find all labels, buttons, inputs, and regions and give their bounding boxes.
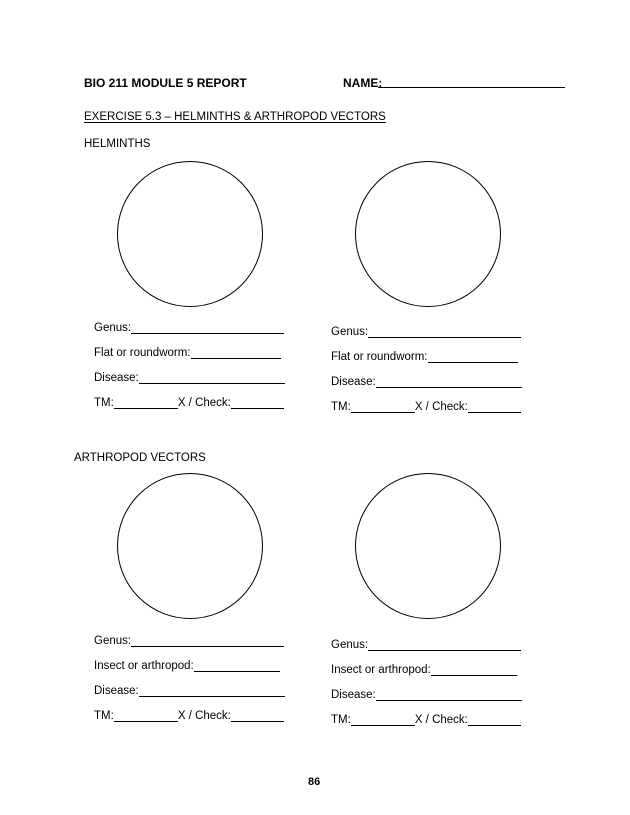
- disease-blank[interactable]: [139, 371, 285, 384]
- genus-blank[interactable]: [368, 638, 521, 651]
- tm-label: TM:: [331, 714, 351, 726]
- name-field[interactable]: [378, 87, 565, 88]
- genus-label: Genus:: [331, 639, 369, 651]
- tm-blank[interactable]: [114, 396, 178, 409]
- disease-field[interactable]: [331, 372, 522, 388]
- genus-label: Genus:: [94, 635, 132, 647]
- tm-label: TM:: [331, 401, 351, 413]
- arthropod-type-label: Insect or arthropod:: [331, 664, 431, 676]
- genus-label: Genus:: [94, 322, 132, 334]
- arthropod-type-blank[interactable]: [431, 663, 517, 676]
- disease-field[interactable]: [94, 368, 285, 384]
- genus-blank[interactable]: [131, 634, 284, 647]
- tm-check-field[interactable]: [94, 393, 284, 409]
- section-title-arthropod-vectors: ARTHROPOD VECTORS: [74, 452, 206, 464]
- arthropod-type-field[interactable]: [331, 660, 517, 676]
- arthropod-type-blank[interactable]: [194, 659, 280, 672]
- tm-check-field[interactable]: [94, 706, 284, 722]
- disease-blank[interactable]: [376, 688, 522, 701]
- worm-type-field[interactable]: [94, 343, 281, 359]
- arthropod-type-label: Insect or arthropod:: [94, 660, 194, 672]
- disease-label: Disease:: [331, 376, 376, 388]
- exercise-title: EXERCISE 5.3 – HELMINTHS & ARTHROPOD VECTORS: [84, 111, 386, 123]
- tm-blank[interactable]: [351, 713, 415, 726]
- name-label: NAME:: [343, 76, 383, 90]
- check-blank[interactable]: [468, 713, 521, 726]
- tm-label: TM:: [94, 710, 114, 722]
- genus-blank[interactable]: [368, 325, 521, 338]
- disease-blank[interactable]: [376, 375, 522, 388]
- genus-field[interactable]: [331, 635, 521, 651]
- tm-blank[interactable]: [351, 400, 415, 413]
- worm-type-blank[interactable]: [191, 346, 281, 359]
- tm-label: TM:: [94, 397, 114, 409]
- check-label: X / Check:: [177, 710, 231, 722]
- tm-check-field[interactable]: [331, 397, 521, 413]
- disease-field[interactable]: [331, 685, 522, 701]
- check-blank[interactable]: [468, 400, 521, 413]
- genus-field[interactable]: [94, 318, 284, 334]
- tm-blank[interactable]: [114, 709, 178, 722]
- check-blank[interactable]: [231, 396, 284, 409]
- genus-label: Genus:: [331, 326, 369, 338]
- arthropod-type-field[interactable]: [94, 656, 280, 672]
- check-label: X / Check:: [414, 714, 468, 726]
- genus-field[interactable]: [94, 631, 284, 647]
- worm-type-blank[interactable]: [428, 350, 518, 363]
- course-title: BIO 211 MODULE 5 REPORT: [84, 76, 247, 90]
- genus-blank[interactable]: [131, 321, 284, 334]
- tm-check-field[interactable]: [331, 710, 521, 726]
- drawing-circle[interactable]: [117, 161, 263, 307]
- section-title-helminths: HELMINTHS: [84, 138, 151, 150]
- drawing-circle[interactable]: [355, 161, 501, 307]
- worm-type-label: Flat or roundworm:: [94, 347, 191, 359]
- drawing-circle[interactable]: [117, 473, 263, 619]
- check-blank[interactable]: [231, 709, 284, 722]
- page-number: 86: [308, 776, 321, 788]
- check-label: X / Check:: [177, 397, 231, 409]
- drawing-circle[interactable]: [355, 473, 501, 619]
- disease-label: Disease:: [94, 685, 139, 697]
- worm-type-field[interactable]: [331, 347, 518, 363]
- worm-type-label: Flat or roundworm:: [331, 351, 428, 363]
- disease-field[interactable]: [94, 681, 285, 697]
- disease-label: Disease:: [331, 689, 376, 701]
- genus-field[interactable]: [331, 322, 521, 338]
- disease-blank[interactable]: [139, 684, 285, 697]
- check-label: X / Check:: [414, 401, 468, 413]
- disease-label: Disease:: [94, 372, 139, 384]
